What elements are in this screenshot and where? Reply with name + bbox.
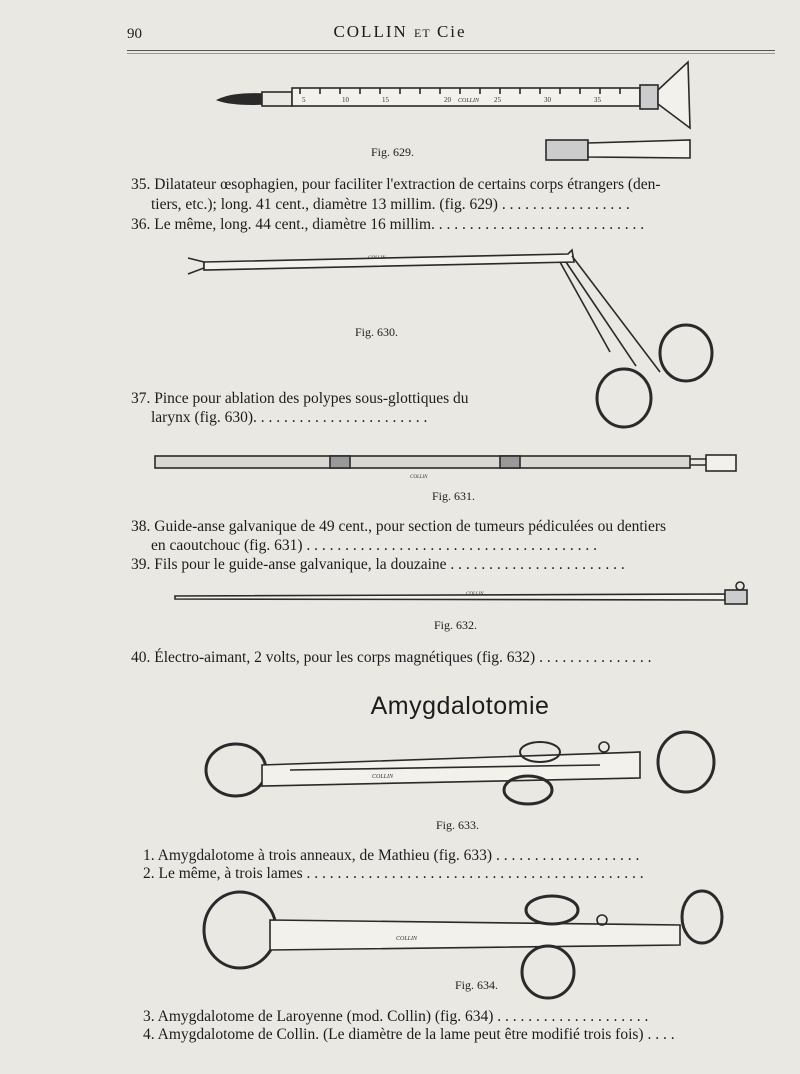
entry-37-line1: 37. Pince pour ablation des polypes sous-glottiques du [131,390,469,407]
fig631-guide-anse-illustration [155,455,736,471]
entry-amygdalotome-4: 4. Amygdalotome de Collin. (Le diamètre de la lame peut être modifié trois fois) . . . . [143,1026,675,1043]
header-title-main: COLLIN [333,22,408,41]
fig634-collin-mark: COLLIN [396,936,418,942]
entry-38-line2: en caoutchouc (fig. 631) . . . . . . . . . . . . . . . . . . . . . . . . . . . . . . . . . . . . . . [151,537,597,554]
fig629-scale-25: 25 [494,96,501,104]
fig633-amygdalotome-illustration [206,732,714,804]
fig629-scale-15: 15 [382,96,389,104]
fig634-caption: Fig. 634. [455,978,499,992]
fig631-collin-mark: COLLIN [410,475,428,480]
entry-amygdalotome-2: 2. Le même, à trois lames . . . . . . . . . . . . . . . . . . . . . . . . . . . . . . . . . . . . . . . . . . . . [143,865,644,882]
entry-35-line2: tiers, etc.); long. 41 cent., diamètre 13 millim. (fig. 629) . . . . . . . . . . . . . . . . . [151,196,630,213]
entry-38-line1: 38. Guide-anse galvanique de 49 cent., pour section de tumeurs pédiculées ou dentiers [131,518,667,535]
fig632-collin-mark: COLLIN [466,592,484,597]
entry-40: 40. Électro-aimant, 2 volts, pour les corps magnétiques (fig. 632) . . . . . . . . . . . . . . . [131,649,652,666]
fig629-caption: Fig. 629. [371,145,415,159]
fig633-collin-mark: COLLIN [372,774,394,780]
fig629-dilator-illustration [218,62,690,160]
entry-36: 36. Le même, long. 44 cent., diamètre 16 millim. . . . . . . . . . . . . . . . . . . . . . . . . . . . [131,216,645,233]
fig629-scale-30: 30 [544,96,551,104]
entry-39: 39. Fils pour le guide-anse galvanique, la douzaine . . . . . . . . . . . . . . . . . . . . . . . [131,556,625,573]
fig631-caption: Fig. 631. [432,489,476,503]
fig629-scale-35: 35 [594,96,601,104]
entry-37-line2: larynx (fig. 630). . . . . . . . . . . . . . . . . . . . . . . [151,409,428,426]
fig632-electromagnet-illustration [175,582,747,604]
page-number: 90 [127,26,142,42]
fig629-scale-5: 5 [302,96,306,104]
fig632-caption: Fig. 632. [434,618,478,632]
fig630-collin-mark: COLLIN [368,256,386,261]
entry-amygdalotome-1: 1. Amygdalotome à trois anneaux, de Mathieu (fig. 633) . . . . . . . . . . . . . . . . . . . [143,847,640,864]
entry-35-line1: 35. Dilatateur œsophagien, pour faciliter l'extraction de certains corps étrangers (den- [131,176,661,193]
fig630-caption: Fig. 630. [355,325,399,339]
section-heading-amygdalotomie: Amygdalotomie [370,692,550,720]
header-title-co: Cie [436,22,467,41]
header-title-et: ET [414,26,431,40]
fig629-scale-10: 10 [342,96,349,104]
entry-amygdalotome-3: 3. Amygdalotome de Laroyenne (mod. Collin) (fig. 634) . . . . . . . . . . . . . . . . . . . . [143,1008,649,1025]
fig629-scale-20: 20 [444,96,451,104]
fig633-caption: Fig. 633. [436,818,480,832]
fig629-collin-mark: COLLIN [458,98,480,104]
